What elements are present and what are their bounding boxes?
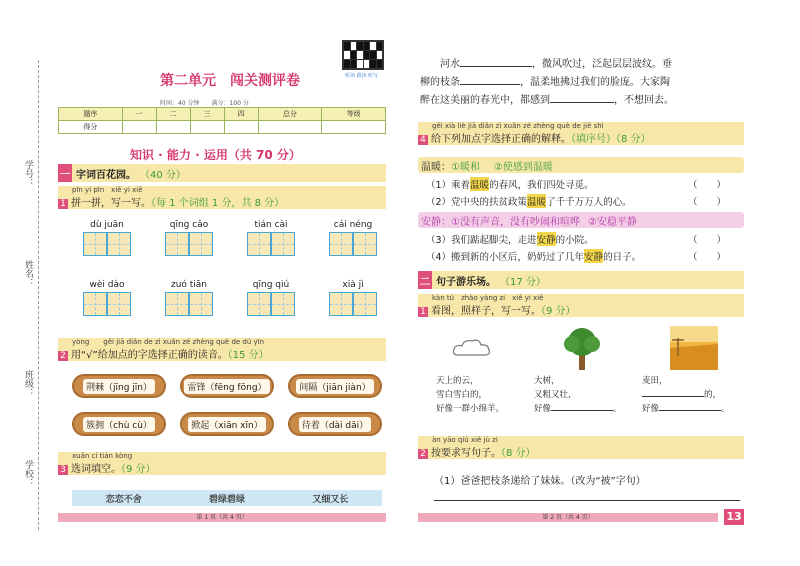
part-points: （40 分）: [140, 169, 186, 181]
pinyin-text: qīng qiú: [252, 280, 290, 290]
wheat-col: 麦田， 的， 好像 。: [642, 374, 752, 416]
item-text: 的小院。: [555, 234, 594, 246]
left-footer: 第 1 页（共 4 页）: [58, 513, 386, 522]
q2-pinyin: yòng gěi jiā diǎn de zì xuǎn zé zhèng què de dú yīn: [72, 338, 265, 346]
word-bank: [72, 490, 382, 506]
header-cell: 三: [190, 108, 224, 121]
writing-grid[interactable]: [107, 232, 131, 256]
answer-paren[interactable]: （ ）: [687, 196, 726, 208]
reading-choice-log[interactable]: [180, 374, 274, 398]
answer-paren[interactable]: （ ）: [687, 234, 726, 246]
writing-grid[interactable]: [329, 292, 353, 316]
pinyin-text: xià jì: [342, 280, 364, 290]
example-line: 好像: [534, 404, 552, 414]
page-number-badge: 13: [724, 509, 744, 525]
part2-banner: [418, 271, 744, 289]
option-text: ①暖和: [451, 161, 480, 173]
q2-1-number: 1: [418, 307, 428, 317]
section-title: 知识 · 能力 · 运用（共 70 分）: [130, 148, 301, 162]
score-cell[interactable]: [190, 121, 224, 134]
passage-text: ，微风吹过，泛起层层波纹。垂: [532, 59, 672, 70]
q2-text: 用“√”给加点的字选择正确的读音。: [71, 350, 228, 361]
score-cell[interactable]: [224, 121, 258, 134]
header-cell: 题序: [59, 108, 123, 121]
part-label: 句子游乐场。: [436, 276, 496, 288]
highlight-word: 温暖: [470, 177, 489, 191]
writing-grid[interactable]: [329, 232, 353, 256]
writing-grid[interactable]: [165, 232, 189, 256]
example-line: 麦田，: [642, 376, 668, 386]
q2-2-text: 按要求写句子。: [431, 448, 501, 459]
q2-heading: [58, 338, 386, 361]
option-text: ②使感到温暖: [493, 161, 553, 173]
q4-number: 4: [418, 135, 428, 145]
fill-blank[interactable]: [550, 102, 614, 103]
score-table: [58, 107, 386, 134]
q2-2-points: （8 分）: [501, 448, 536, 459]
fill-blank[interactable]: [460, 66, 532, 67]
q4-items-b: [426, 230, 746, 264]
q4-items-a: [426, 175, 746, 209]
qr-caption: 听读 跟读 听写: [345, 73, 379, 79]
pinyin-item: [240, 220, 302, 256]
q1-text: 拼一拼，写一写。: [71, 198, 151, 209]
log-text: 间隔（jiān jiàn）: [296, 379, 373, 394]
wheat-field-picture: [670, 326, 718, 370]
list-item: [426, 230, 746, 247]
header-cell: 二: [156, 108, 190, 121]
pinyin-item: [76, 220, 138, 256]
word-option: 又细又长: [312, 494, 349, 505]
part-points: （17 分）: [500, 276, 546, 288]
score-cell[interactable]: [322, 121, 386, 134]
item-text: （4）搬到新的小区后，奶奶过了几年: [426, 251, 585, 263]
q1-number: 1: [58, 199, 68, 209]
log-text: 荆棘（jīng jīn）: [83, 379, 155, 394]
item-text: （1）乘着: [426, 179, 471, 191]
writing-grid[interactable]: [353, 232, 377, 256]
passage-text: ，温柔地拂过我们的脸庞。大家陶: [520, 77, 670, 88]
q2-number: 2: [58, 351, 68, 361]
q4-text: 给下列加点字选择正确的解释。: [431, 134, 571, 145]
log-text: 掀起（xiān xīn）: [188, 417, 265, 432]
side-info-column: [8, 40, 48, 540]
log-text: 雷锋（fēng fōng）: [184, 379, 269, 394]
q4-heading: [418, 122, 744, 145]
pinyin-text: zuó tiān: [170, 280, 208, 290]
writing-grid[interactable]: [189, 292, 213, 316]
log-text: 簇拥（chù cù）: [83, 417, 155, 432]
pinyin-item: [240, 280, 302, 316]
option-text: ①没有声音，没有吵闹和喧哗: [451, 216, 580, 228]
score-cell[interactable]: [122, 121, 156, 134]
passage-text: ，不想回去。: [614, 95, 674, 106]
writing-grid[interactable]: [165, 292, 189, 316]
wennuan-options: [418, 157, 744, 173]
q1-heading: [58, 186, 386, 209]
q3-heading: [58, 452, 386, 475]
part-number: 二: [418, 271, 432, 289]
pinyin-text: qīng cǎo: [169, 220, 209, 230]
score-row: [59, 121, 386, 134]
pinyin-text: tián cài: [254, 220, 288, 230]
score-cell[interactable]: [156, 121, 190, 134]
writing-grid[interactable]: [271, 232, 295, 256]
example-col: [436, 374, 546, 416]
example-line: 好像: [642, 404, 660, 414]
q4-pinyin: gěi xià liè jiā diǎn zì xuǎn zé zhèng què de jiě shì: [432, 122, 604, 130]
passage-text: 醉在这美丽的春光中，都感到: [420, 95, 550, 106]
pinyin-item: [322, 280, 384, 316]
q3-points: （9 分）: [121, 464, 156, 475]
pinyin-item: [76, 280, 138, 316]
passage: [420, 56, 750, 110]
writing-grid[interactable]: [353, 292, 377, 316]
reading-choice-log[interactable]: [72, 412, 166, 436]
word-option: 碧绿碧绿: [208, 494, 245, 505]
reading-choice-log[interactable]: [180, 412, 274, 436]
q2-1-pinyin: kàn tú zhào yàng zi xiě yi xiě: [432, 294, 544, 302]
q3-text: 选词填空。: [71, 464, 121, 475]
q2-1-heading: [418, 294, 744, 317]
writing-grid[interactable]: [189, 232, 213, 256]
term-label: 安静：: [421, 216, 451, 228]
q1-pinyin: pīn yi pīn xiě yi xiě: [72, 186, 143, 194]
passage-text: 河水: [440, 59, 460, 70]
item-text: 的日子。: [603, 251, 642, 263]
exam-info: 时间：40 分钟 满分：100 分: [160, 100, 249, 107]
writing-grid[interactable]: [271, 292, 295, 316]
option-text: ②安稳平静: [587, 216, 637, 228]
reading-choice-log[interactable]: [72, 374, 166, 398]
pinyin-text: wèi dào: [89, 280, 125, 290]
highlight-word: 安静: [537, 232, 556, 246]
qr-code-icon[interactable]: [342, 40, 384, 70]
highlight-word: 温暖: [527, 194, 546, 208]
answer-line[interactable]: [434, 500, 740, 501]
passage-text: 柳的枝条: [420, 77, 460, 88]
reading-choice-log[interactable]: [288, 412, 382, 436]
header-cell: 一: [122, 108, 156, 121]
anjing-options: [418, 212, 744, 228]
example-line: 大树，: [534, 376, 560, 386]
class-label: 班级：: [23, 370, 33, 397]
q3-pinyin: xuǎn cí tián kòng: [72, 452, 133, 460]
writing-grid[interactable]: [83, 292, 107, 316]
item-text: （3）我们踮起脚尖，走进: [426, 234, 537, 246]
highlight-word: 安静: [584, 249, 603, 263]
row-label: 得分: [59, 121, 123, 134]
right-footer: 第 2 页（共 4 页）: [418, 513, 718, 522]
score-table-header: [59, 108, 386, 121]
pinyin-text: dù juān: [90, 220, 124, 230]
page-title: 第二单元 闯关测评卷: [160, 73, 300, 89]
answer-paren[interactable]: （ ）: [687, 179, 726, 191]
q1-note: （每 1 个词组 1 分，共 8 分）: [151, 198, 285, 209]
writing-grid[interactable]: [247, 232, 271, 256]
writing-grid[interactable]: [83, 232, 107, 256]
example-line: 又粗又壮，: [534, 390, 577, 400]
part1-banner: [58, 164, 386, 182]
pinyin-item: [322, 220, 384, 256]
list-item: [426, 247, 746, 264]
example-line: 的，: [704, 390, 722, 400]
q4-note: （填序号）（8 分）: [571, 134, 651, 145]
list-item: [426, 175, 746, 192]
reading-choice-log[interactable]: [288, 374, 382, 398]
fill-blank[interactable]: [460, 84, 520, 85]
example-line: 天上的云，: [436, 376, 479, 386]
example-line: 好像一群小绵羊。: [436, 404, 505, 414]
student-name-label: 姓名：: [23, 260, 33, 287]
word-option: 恋恋不舍: [105, 494, 142, 505]
header-cell: 四: [224, 108, 258, 121]
q2-2-pinyin: àn yāo qiú xiě jù zi: [432, 436, 498, 444]
example-line: 雪白雪白的，: [436, 390, 488, 400]
pinyin-item: [158, 220, 220, 256]
q2-2-number: 2: [418, 449, 428, 459]
tree-picture: [562, 326, 602, 374]
header-cell: 总分: [258, 108, 322, 121]
cloud-picture: [452, 337, 492, 363]
answer-paren[interactable]: （ ）: [687, 251, 726, 263]
part-label: 字词百花园。: [76, 169, 136, 181]
writing-grid[interactable]: [107, 292, 131, 316]
fill-blank[interactable]: [659, 410, 721, 411]
part-number: 一: [58, 164, 72, 182]
fill-blank[interactable]: [642, 396, 704, 397]
binding-dash-line: [38, 60, 39, 530]
q3-number: 3: [58, 465, 68, 475]
score-cell[interactable]: [258, 121, 322, 134]
tree-col: 大树， 又粗又壮， 好像 。: [534, 374, 644, 416]
list-item: [426, 192, 746, 209]
student-id-label: 学号：: [23, 160, 33, 187]
item-text: （2）党中央的扶贫政策: [426, 196, 528, 208]
q2-1-points: （9 分）: [541, 306, 576, 317]
q2-2-heading: [418, 436, 744, 459]
term-label: 温暖：: [421, 161, 451, 173]
log-text: 待着（dài dāi）: [299, 417, 371, 432]
rewrite-item-1: （1）爸爸把枝条递给了妹妹。（改为“被”字句）: [434, 476, 646, 487]
q2-points: （15 分）: [227, 350, 269, 361]
header-cell: 等级: [322, 108, 386, 121]
pinyin-text: cái néng: [333, 220, 373, 230]
item-text: 了千千万万人的心。: [546, 196, 632, 208]
item-text: 的春风，我们四处寻觅。: [489, 179, 594, 191]
pinyin-item: [158, 280, 220, 316]
school-label: 学校：: [23, 460, 33, 487]
q2-1-text: 看图，照样子，写一写。: [431, 306, 541, 317]
fill-blank[interactable]: [551, 410, 613, 411]
writing-grid[interactable]: [247, 292, 271, 316]
